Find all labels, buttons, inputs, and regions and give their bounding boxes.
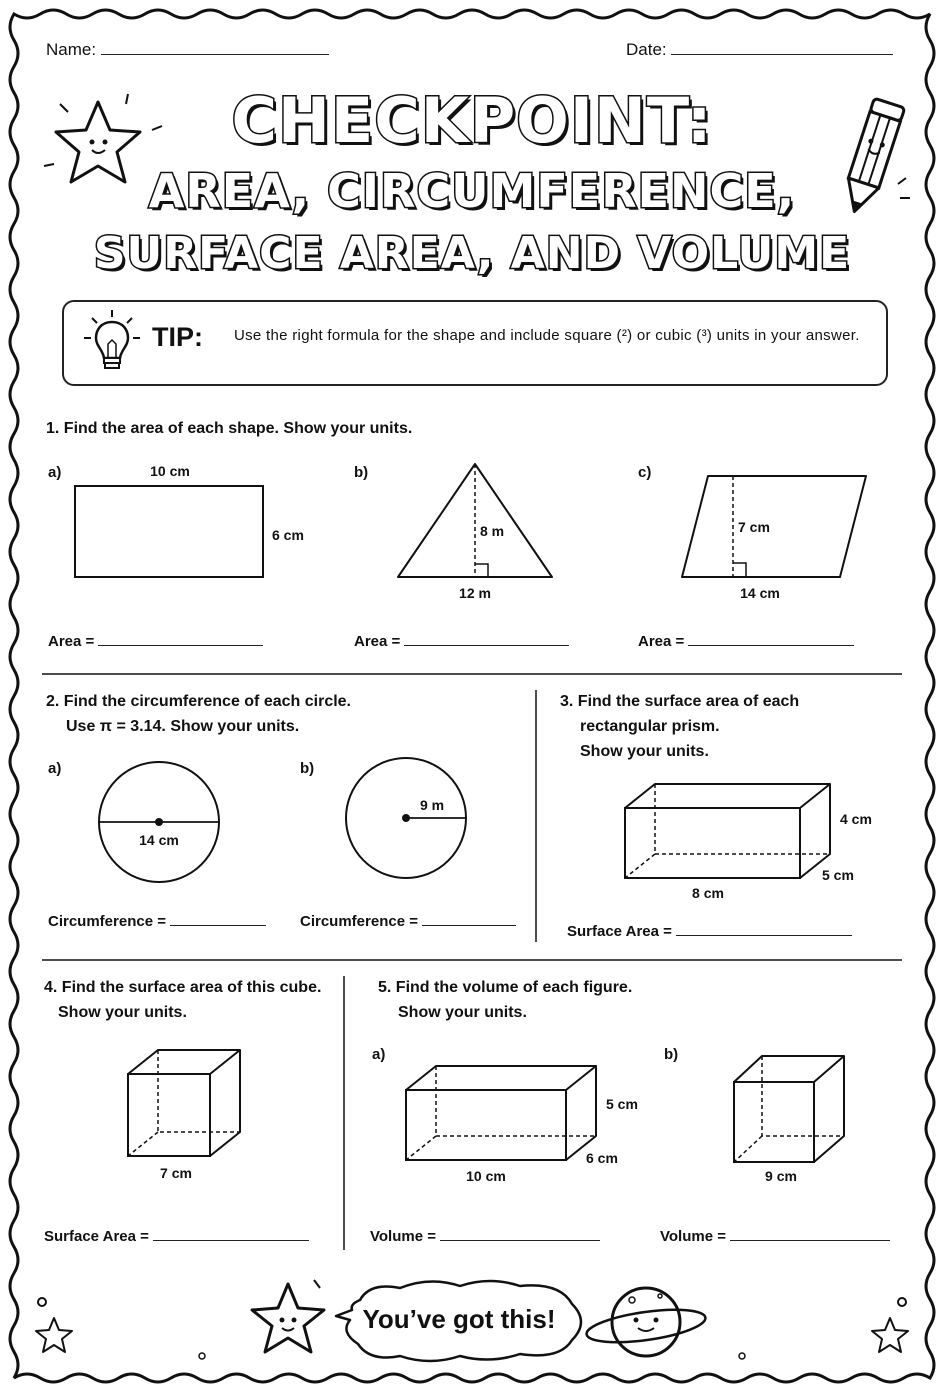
q1a-answer[interactable]	[48, 633, 263, 650]
q2b-label: b)	[300, 760, 315, 777]
title-line-3: SURFACE AREA, AND VOLUME	[93, 228, 851, 279]
q2a-circle	[90, 756, 230, 896]
q5b-answer-blank[interactable]	[730, 1240, 890, 1241]
q3-length-label: 8 cm	[692, 885, 724, 901]
q1b-label: b)	[354, 464, 369, 481]
planet-mascot-icon	[585, 1288, 708, 1356]
q5b-edge-label: 9 cm	[765, 1168, 797, 1184]
q4-prompt-line-1: 4. Find the surface area of this cube.	[44, 979, 322, 996]
q2a-answer-label: Circumference =	[48, 913, 166, 930]
q2a-diameter-label: 14 cm	[139, 832, 179, 848]
q1c-base-label: 14 cm	[740, 585, 780, 601]
q1a-label: a)	[48, 464, 62, 481]
q3-prompt-line-2: rectangular prism.	[580, 718, 720, 735]
q2-prompt-line-1: 2. Find the circumference of each circle.	[46, 693, 351, 710]
q3-answer-label: Surface Area =	[567, 923, 672, 940]
q1b-answer-blank[interactable]	[404, 645, 569, 646]
name-label: Name:	[46, 40, 97, 59]
q5b-answer-label: Volume =	[660, 1228, 726, 1245]
title-line-2: AREA, CIRCUMFERENCE,	[148, 164, 796, 218]
q5a-answer-label: Volume =	[370, 1228, 436, 1245]
q3-prompt-line-3: Show your units.	[580, 743, 709, 760]
q1c-label: c)	[638, 464, 652, 481]
q5-prompt-line-2: Show your units.	[398, 1004, 527, 1021]
q5b-label: b)	[664, 1046, 679, 1063]
q1a-answer-blank[interactable]	[98, 645, 263, 646]
q2a-label: a)	[48, 760, 62, 777]
q5a-rectangular-prism	[394, 1056, 654, 1190]
q3-answer[interactable]	[567, 923, 852, 940]
q1b-answer[interactable]	[354, 633, 569, 650]
q5a-answer-blank[interactable]	[440, 1240, 600, 1241]
date-label: Date:	[626, 40, 667, 59]
footer-message: You’ve got this!	[362, 1304, 556, 1334]
q3-prompt-line-1: 3. Find the surface area of each	[560, 693, 800, 710]
q1a-rectangle	[60, 456, 330, 596]
q3-answer-blank[interactable]	[676, 935, 852, 936]
q1c-answer-label: Area =	[638, 633, 685, 650]
q1a-answer-label: Area =	[48, 633, 95, 650]
footer-dot-left	[38, 1298, 46, 1306]
tip-label: TIP:	[152, 322, 203, 352]
q3-height-label: 4 cm	[840, 811, 872, 827]
q1b-height-label: 8 m	[480, 523, 505, 539]
q1c-parallelogram	[670, 466, 880, 606]
q1a-height-label: 6 cm	[272, 527, 304, 543]
q4-cube	[118, 1040, 258, 1190]
tip-text: Use the right formula for the shape and include square (²) or cubic (³) units in your answer.	[234, 327, 860, 344]
q3-depth-label: 5 cm	[822, 867, 854, 883]
q5a-length-label: 10 cm	[466, 1168, 506, 1184]
footer-dot-right	[898, 1298, 906, 1306]
q1c-height-label: 7 cm	[738, 519, 770, 535]
q5a-height-label: 5 cm	[606, 1096, 638, 1112]
q1-prompt: 1. Find the area of each shape. Show your units.	[46, 420, 413, 437]
q1b-base-label: 12 m	[459, 585, 491, 601]
q5a-depth-label: 6 cm	[586, 1150, 618, 1166]
title-line-1: CHECKPOINT:	[231, 84, 713, 157]
q1a-width-label: 10 cm	[150, 463, 190, 479]
q5a-label: a)	[372, 1046, 386, 1063]
q3-rectangular-prism	[610, 774, 890, 904]
q1b-answer-label: Area =	[354, 633, 401, 650]
star-outline-icon	[36, 1318, 72, 1352]
q4-edge-label: 7 cm	[160, 1165, 192, 1181]
q4-answer[interactable]	[44, 1228, 309, 1245]
q4-answer-label: Surface Area =	[44, 1228, 149, 1245]
q2b-circle	[338, 752, 478, 892]
q2a-answer-blank[interactable]	[170, 925, 266, 926]
q2-prompt-line-2: Use π = 3.14. Show your units.	[66, 718, 300, 735]
q5-prompt-line-1: 5. Find the volume of each figure.	[378, 979, 633, 996]
q5b-answer[interactable]	[660, 1228, 890, 1245]
star-outline-icon	[872, 1318, 908, 1352]
q2b-answer[interactable]	[300, 913, 516, 930]
q4-answer-blank[interactable]	[153, 1240, 309, 1241]
q1c-answer[interactable]	[638, 633, 854, 650]
q5b-cube	[726, 1046, 856, 1190]
q2a-answer[interactable]	[48, 913, 266, 930]
star-mascot-icon	[252, 1280, 324, 1352]
q4-prompt-line-2: Show your units.	[58, 1004, 187, 1021]
q1b-triangle	[390, 456, 570, 606]
q2b-radius-label: 9 m	[420, 797, 445, 813]
q2b-answer-label: Circumference =	[300, 913, 418, 930]
q2b-answer-blank[interactable]	[422, 925, 516, 926]
q1c-answer-blank[interactable]	[688, 645, 854, 646]
q5a-answer[interactable]	[370, 1228, 600, 1245]
